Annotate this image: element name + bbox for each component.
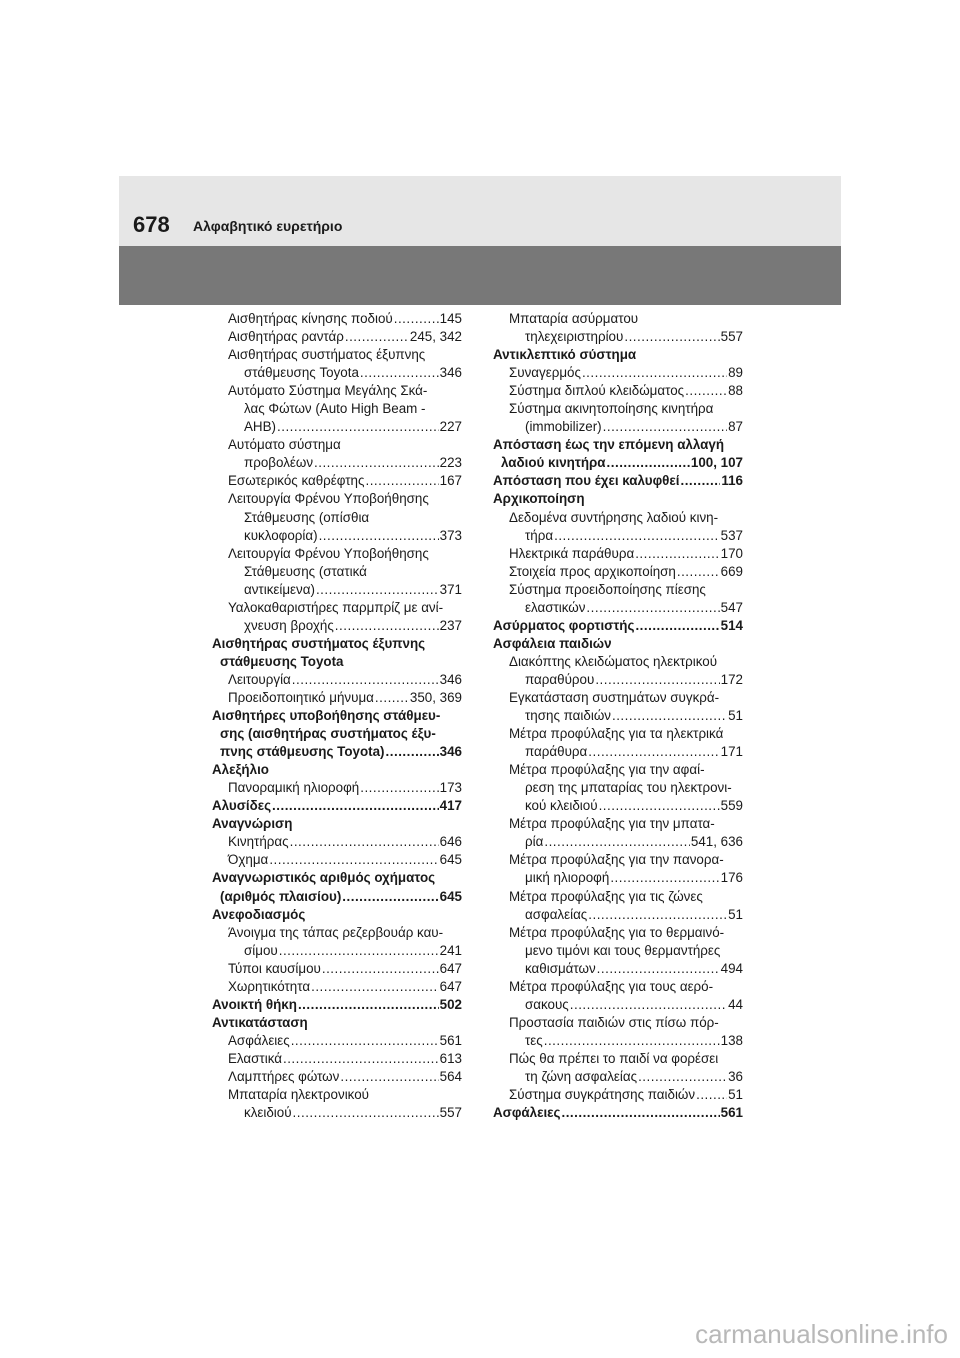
dot-leader [314, 454, 439, 472]
index-page-ref: 557 [439, 1105, 462, 1121]
index-entry-text: Χωρητικότητα [228, 978, 311, 994]
index-entry [493, 418, 743, 436]
index-entry-text: Αλυσίδες [212, 798, 272, 814]
index-page-ref: 494 [720, 960, 743, 976]
index-entry: Μέτρα προφύλαξης για τα ηλεκτρικά [509, 726, 724, 742]
index-entry-text: Σύστημα διπλού κλειδώματος [509, 383, 685, 399]
index-page-ref: 116 [721, 473, 743, 489]
index-heading [212, 996, 462, 1014]
index-page-ref: 613 [439, 1050, 462, 1066]
index-page-ref: 346 [439, 744, 462, 760]
index-heading [493, 472, 743, 490]
index-entry [493, 707, 743, 725]
dot-leader [586, 599, 719, 617]
index-page-ref: 36 [728, 1068, 743, 1084]
index-page-ref: 646 [439, 834, 462, 850]
index-entry-text: προβολέων [244, 455, 314, 471]
index-page-ref: 44 [728, 996, 743, 1012]
index-entry: Στάθμευσης (στατικά [244, 563, 367, 579]
index-page-ref: 346 [439, 671, 462, 687]
index-entry [493, 1068, 743, 1086]
index-entry-text: Λειτουργία [228, 671, 291, 687]
index-entry [212, 689, 462, 707]
dot-leader [298, 996, 439, 1014]
dot-leader [610, 869, 719, 887]
index-entry [493, 1086, 743, 1104]
index-page-ref: 537 [720, 527, 743, 543]
index-heading: Αναγνωριστικός αριθμός οχήματος [212, 870, 436, 886]
index-entry [493, 364, 743, 382]
index-entry [493, 328, 743, 346]
dot-leader [544, 833, 690, 851]
dot-leader [638, 1068, 727, 1086]
index-entry: Πώς θα πρέπει το παιδί να φορέσει [509, 1050, 719, 1066]
dot-leader [599, 797, 720, 815]
dot-leader [544, 1032, 720, 1050]
index-entry [212, 617, 462, 635]
index-entry-text: Ασφάλειες [228, 1032, 290, 1048]
index-page-ref: 645 [439, 888, 462, 904]
index-entry [212, 671, 462, 689]
index-entry: Μέτρα προφύλαξης για την μπατα- [509, 816, 715, 832]
dot-leader [316, 581, 439, 599]
index-page-ref: 559 [720, 798, 743, 814]
index-page-ref: 167 [439, 473, 462, 489]
dot-leader [561, 1104, 719, 1122]
dot-leader [293, 1104, 439, 1122]
dot-leader [624, 328, 719, 346]
index-entry-text: Συναγερμός [509, 365, 581, 381]
index-entry-text: κλειδιού [244, 1105, 292, 1121]
dot-leader [677, 563, 720, 581]
index-entry [493, 960, 743, 978]
dot-leader [360, 779, 438, 797]
index-page-ref: 51 [728, 906, 743, 922]
index-entry [212, 978, 462, 996]
index-entry: Διακόπτης κλειδώματος ηλεκτρικού [509, 653, 718, 669]
index-heading [493, 1104, 743, 1122]
index-entry-text: καθισμάτων [525, 960, 596, 976]
index-entry: Αυτόματο σύστημα [228, 437, 341, 453]
dot-leader [685, 382, 727, 400]
dot-leader [311, 978, 439, 996]
index-entry [212, 833, 462, 851]
index-entry [212, 328, 462, 346]
index-page-ref: 237 [439, 617, 462, 633]
index-page-ref: 51 [728, 708, 743, 724]
index-entry-text: Στοιχεία προς αρχικοποίηση [509, 563, 676, 579]
index-page-ref: 173 [439, 780, 462, 796]
index-entry-text: ελαστικών [525, 599, 586, 615]
dot-leader [365, 472, 438, 490]
index-page-ref: 171 [720, 744, 743, 760]
index-entry: Δεδομένα συντήρησης λαδιού κινη- [509, 509, 719, 525]
index-heading: Ανεφοδιασμός [212, 906, 306, 922]
index-entry [493, 906, 743, 924]
index-entry-text: κυκλοφορία) [244, 527, 318, 543]
dot-leader [696, 1086, 727, 1104]
index-entry-text: Κινητήρας [228, 834, 289, 850]
index-entry-text: Ηλεκτρικά παράθυρα [509, 545, 635, 561]
index-entry-text: Λαμπτήρες φώτων [228, 1068, 340, 1084]
index-page-ref: 373 [439, 527, 462, 543]
index-heading: Αναγνώριση [212, 816, 293, 832]
index-page-ref: 145 [439, 311, 462, 326]
index-entry [212, 942, 462, 960]
index-heading [212, 743, 462, 761]
dot-leader [277, 418, 439, 436]
index-heading: Αρχικοποίηση [493, 491, 585, 507]
index-entry [212, 1068, 462, 1086]
dot-leader [360, 364, 439, 382]
index-entry [493, 545, 743, 563]
index-entry [493, 1032, 743, 1050]
index-entry [212, 581, 462, 599]
index-page-ref: 100, 107 [690, 455, 743, 471]
dot-leader [582, 364, 727, 382]
index-entry-text: Ανοικτή θήκη [212, 996, 297, 1012]
index-entry-text: μική ηλιοροφή [525, 870, 610, 886]
index-entry-text: κού κλειδιού [525, 798, 598, 814]
index-entry: Αυτόματο Σύστημα Μεγάλης Σκά- [228, 383, 428, 399]
dot-leader [290, 833, 439, 851]
index-page-ref: 541, 636 [690, 834, 743, 850]
index-heading: στάθμευσης Toyota [220, 653, 344, 669]
dot-leader [269, 851, 438, 869]
index-entry-text: (αριθμός πλαισίου) [220, 888, 342, 904]
index-heading: σης (αισθητήρας συστήματος έξυ- [220, 726, 436, 742]
index-entry-text: τησης παιδιών [525, 708, 611, 724]
dot-leader [597, 960, 720, 978]
index-heading: Απόσταση έως την επόμενη αλλαγή [493, 437, 725, 453]
index-page-ref: 561 [439, 1032, 462, 1048]
index-entry [212, 454, 462, 472]
index-entry-text: παραθύρου [525, 671, 595, 687]
index-entry-text: Ελαστικά [228, 1050, 282, 1066]
index-entry [493, 743, 743, 761]
index-page-ref: 645 [439, 852, 462, 868]
index-entry-text: Σύστημα συγκράτησης παιδιών [509, 1087, 696, 1103]
index-entry: Άνοιγμα της τάπας ρεζερβουάρ καυ- [228, 924, 444, 940]
index-entry [212, 1104, 462, 1122]
index-entry: λας Φώτων (Auto High Beam - [244, 401, 426, 417]
index-entry-text: παράθυρα [525, 744, 588, 760]
index-entry-text: ασφαλείας [525, 906, 588, 922]
section-bar [119, 246, 841, 305]
index-entry [493, 671, 743, 689]
index-page-ref: 51 [728, 1087, 743, 1103]
page-number: 678 [133, 212, 170, 237]
index-heading: Αλεξήλιο [212, 762, 269, 778]
index-page-ref: 557 [720, 329, 743, 345]
index-page-ref: 350, 369 [409, 689, 462, 705]
index-page-ref: 561 [720, 1105, 743, 1121]
index-page-ref: 88 [728, 383, 743, 399]
dot-leader [375, 689, 409, 707]
index-entry [212, 1050, 462, 1068]
index-heading [212, 888, 462, 906]
index-entry: Σύστημα ακινητοποίησης κινητήρα [509, 401, 714, 417]
dot-leader [588, 743, 719, 761]
index-entry [212, 364, 462, 382]
index-heading [212, 797, 462, 815]
dot-leader [386, 743, 439, 761]
index-entry [212, 960, 462, 978]
dot-leader [322, 960, 439, 978]
index-entry-text: λαδιού κινητήρα [501, 455, 606, 471]
index-heading: Αντικλεπτικό σύστημα [493, 347, 637, 363]
index-entry-text: αντικείμενα) [244, 581, 315, 597]
index-entry-text: τήρα [525, 527, 554, 543]
index-page-ref: 87 [728, 419, 743, 435]
index-entry: Στάθμευσης (οπίσθια [244, 509, 370, 525]
index-entry-text: Πανοραμική ηλιοροφή [228, 780, 360, 796]
index-entry-text: Απόσταση που έχει καλυφθεί [493, 473, 680, 489]
index-column-right [493, 310, 743, 1122]
index-entry-text: Εσωτερικός καθρέφτης [228, 473, 365, 489]
dot-leader [612, 707, 727, 725]
index-page-ref: 346 [439, 365, 462, 381]
index-entry-text: σίμου [244, 942, 278, 958]
index-page-ref: 514 [720, 617, 743, 633]
index-page-ref: 170 [720, 545, 743, 561]
dot-leader [291, 1032, 439, 1050]
index-heading: Αισθητήρας συστήματος έξυπνης [212, 635, 426, 651]
dot-leader [340, 1068, 438, 1086]
dot-leader [292, 671, 439, 689]
dot-leader [342, 888, 438, 906]
index-entry-text: τη ζώνη ασφαλείας [525, 1068, 638, 1084]
index-entry-text: Προειδοποιητικό μήνυμα [228, 689, 374, 705]
index-entry-text: Αισθητήρας κίνησης ποδιού [228, 311, 393, 326]
index-page-ref: 89 [728, 365, 743, 381]
index-page-ref: 245, 342 [409, 329, 462, 345]
index-entry-text: στάθμευσης Toyota [244, 365, 359, 381]
dot-leader [607, 454, 690, 472]
index-entry [212, 527, 462, 545]
index-entry-text: τες [525, 1032, 543, 1048]
index-heading [493, 617, 743, 635]
index-entry: ρεση της μπαταρίας του ηλεκτρονι- [525, 780, 732, 796]
index-page-ref: 564 [439, 1068, 462, 1084]
index-entry-text: ρία [525, 834, 544, 850]
index-heading: Αντικατάσταση [212, 1014, 308, 1030]
index-page-ref: 223 [439, 455, 462, 471]
index-entry: Προστασία παιδιών στις πίσω πόρ- [509, 1014, 719, 1030]
dot-leader [680, 472, 720, 490]
index-entry [493, 869, 743, 887]
watermark-logo: carmanualsonline.info [695, 1319, 948, 1349]
index-entry-text: Ασφάλειες [493, 1105, 561, 1121]
index-entry: Μέτρα προφύλαξης για το θερμαινό- [509, 924, 725, 940]
index-entry: Μέτρα προφύλαξης για την αφαί- [509, 762, 705, 778]
index-entry [212, 418, 462, 436]
index-heading: Αισθητήρες υποβοήθησης στάθμευ- [212, 708, 441, 724]
index-entry: Λειτουργία Φρένου Υποβοήθησης [228, 491, 429, 507]
index-page-ref: 138 [720, 1032, 743, 1048]
index-entry [212, 310, 462, 328]
dot-leader [319, 527, 439, 545]
index-entry [212, 472, 462, 490]
index-entry [493, 527, 743, 545]
index-page-ref: 227 [439, 419, 462, 435]
index-entry-text: AHB) [244, 419, 276, 435]
index-entry-text: Ασύρματος φορτιστής [493, 617, 635, 633]
index-entry: Υαλοκαθαριστήρες παρμπρίζ με ανί- [228, 599, 444, 615]
index-entry [493, 382, 743, 400]
index-page-ref: 176 [720, 870, 743, 886]
dot-leader [588, 906, 727, 924]
index-heading [493, 454, 743, 472]
index-entry [493, 797, 743, 815]
index-entry: μενο τιμόνι και τους θερμαντήρες [525, 942, 721, 958]
index-entry-text: πνης στάθμευσης Toyota) [220, 744, 385, 760]
dot-leader [279, 942, 439, 960]
index-page-ref: 241 [439, 942, 462, 958]
index-entry-text: τηλεχειριστηρίου [525, 329, 624, 345]
index-entry: Εγκατάσταση συστημάτων συγκρά- [509, 689, 720, 705]
dot-leader [570, 996, 727, 1014]
index-page-ref: 547 [720, 599, 743, 615]
dot-leader [635, 617, 719, 635]
index-entry-text: (immobilizer) [525, 419, 602, 435]
index-entry: Αισθητήρας συστήματος έξυπνης [228, 347, 426, 363]
dot-leader [394, 310, 439, 328]
dot-leader [554, 527, 720, 545]
index-entry [212, 851, 462, 869]
index-page-ref: 669 [720, 563, 743, 579]
index-page-ref: 371 [439, 581, 462, 597]
index-page-ref: 502 [439, 996, 462, 1012]
dot-leader [283, 1050, 439, 1068]
dot-leader [595, 671, 719, 689]
index-page-ref: 647 [439, 960, 462, 976]
index-entry: Σύστημα προειδοποίησης πίεσης [509, 581, 706, 597]
dot-leader [272, 797, 439, 815]
dot-leader [345, 328, 409, 346]
dot-leader [635, 545, 719, 563]
dot-leader [603, 418, 727, 436]
index-entry-text: Αισθητήρας ραντάρ [228, 329, 344, 345]
index-page-ref: 417 [439, 798, 462, 814]
index-entry-text: χνευση βροχής [244, 617, 334, 633]
index-page-ref: 172 [720, 671, 743, 687]
index-entry-text: σακους [525, 996, 569, 1012]
dot-leader [335, 617, 439, 635]
index-page-ref: 647 [439, 978, 462, 994]
index-entry-text: Όχημα [228, 852, 269, 868]
index-entry: Μπαταρία ασύρματου [509, 311, 639, 326]
index-heading: Ασφάλεια παιδιών [493, 635, 612, 651]
index-column-left [212, 310, 462, 1122]
index-entry [212, 779, 462, 797]
index-entry [212, 1032, 462, 1050]
section-title: Αλφαβητικό ευρετήριο [193, 218, 343, 234]
index-entry [493, 833, 743, 851]
index-entry [493, 563, 743, 581]
index-entry: Μέτρα προφύλαξης για τις ζώνες [509, 888, 703, 904]
index-entry: Λειτουργία Φρένου Υποβοήθησης [228, 545, 429, 561]
index-entry: Μέτρα προφύλαξης για τους αερό- [509, 978, 714, 994]
index-entry: Μπαταρία ηλεκτρονικού [228, 1087, 369, 1103]
index-entry [493, 996, 743, 1014]
index-entry-text: Τύποι καυσίμου [228, 960, 321, 976]
index-entry [493, 599, 743, 617]
index-entry: Μέτρα προφύλαξης για την πανορα- [509, 852, 724, 868]
